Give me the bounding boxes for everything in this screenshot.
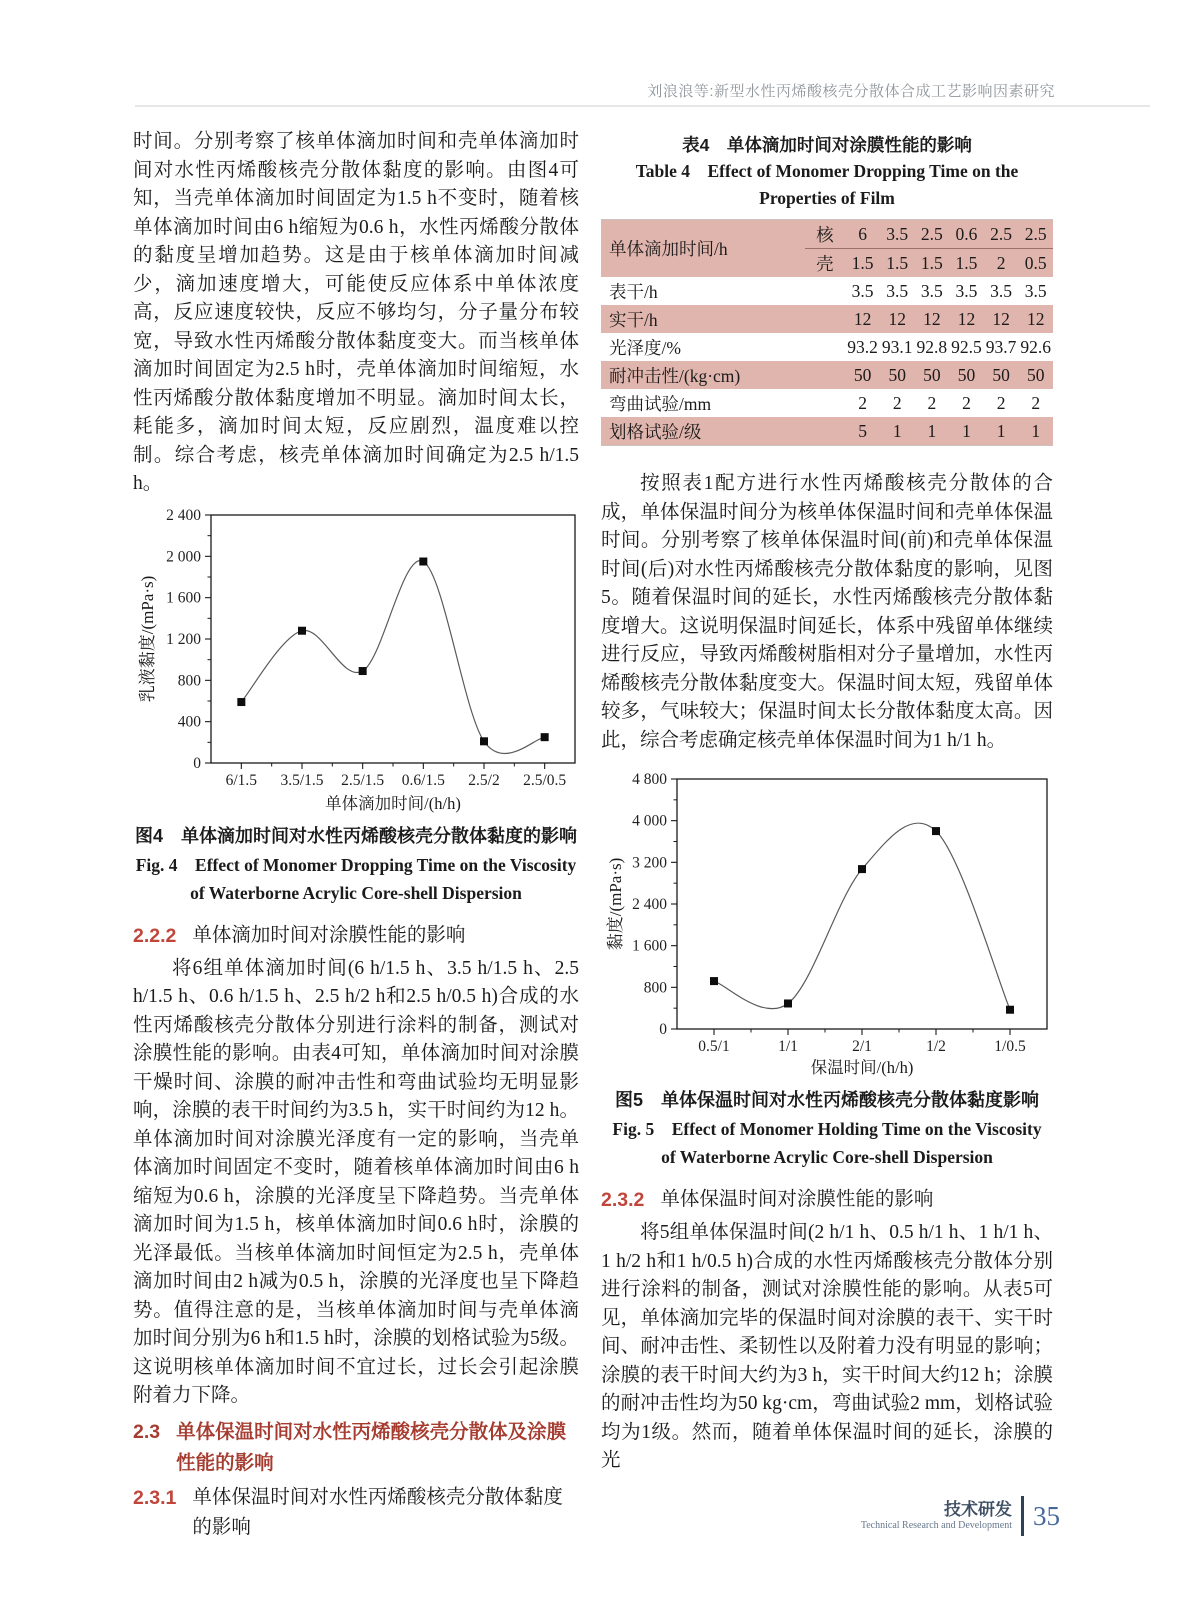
svg-text:乳液黏度/(mPa·s): 乳液黏度/(mPa·s): [138, 575, 157, 702]
page-footer: [861, 1496, 1060, 1536]
svg-text:3 200: 3 200: [632, 854, 667, 872]
header-rule: [135, 105, 1150, 107]
fig5-line-chart: [601, 765, 1053, 1081]
table-cell: 0.5: [1018, 249, 1053, 278]
paragraph: 将5组单体保温时间(2 h/1 h、0.5 h/1 h、1 h/1 h、1 h/2 h和1 h/0.5 h)合成的水性丙烯酸核壳分散体分别进行涂料的制备，测试对涂膜性能的影响。从表5可见，单体滴加完毕的保温时间对涂膜的表干、实干时间、耐冲击性、柔韧性以及附着力没有明显的影响；涂膜的表干时间大约为3 h，实干时间大约12 h；涂膜的耐冲击性均为50 kg·cm，弯曲试验2 mm，划格试验均为1级。然而，随着单体保温时间的延长，涂膜的光: [601, 1222, 1053, 1471]
section-2-3-heading: [133, 1417, 579, 1479]
svg-text:0.5/1: 0.5/1: [698, 1038, 730, 1055]
footer-divider-bar: [1021, 1496, 1024, 1536]
section-number: 2.3.1: [133, 1486, 177, 1509]
table-cell: 5: [845, 417, 880, 446]
table-cell: 0.6: [949, 220, 984, 249]
section-2-3-2-heading: [601, 1185, 1053, 1215]
table-cell: 2: [962, 392, 971, 413]
svg-text:黏度/(mPa·s): 黏度/(mPa·s): [606, 857, 625, 951]
svg-text:6/1.5: 6/1.5: [225, 771, 258, 789]
svg-text:800: 800: [177, 671, 201, 689]
table4: [601, 219, 1053, 446]
svg-text:1 200: 1 200: [166, 630, 201, 648]
svg-text:0: 0: [193, 754, 201, 772]
table-row-label: 耐冲击性/(kg·cm): [601, 361, 845, 389]
svg-text:保温时间/(h/h): 保温时间/(h/h): [810, 1058, 914, 1077]
svg-text:1/0.5: 1/0.5: [994, 1038, 1026, 1055]
table-cell: 12: [880, 305, 915, 333]
table-cell: 92.6: [1020, 336, 1051, 357]
table-cell: 3.5: [990, 280, 1012, 301]
table-row: [601, 333, 1053, 361]
table-cell: 50: [845, 361, 880, 389]
paragraph: 将6组单体滴加时间(6 h/1.5 h、3.5 h/1.5 h、2.5 h/1.5 h、0.6 h/1.5 h、2.5 h/2 h和2.5 h/0.5 h)合成的水性丙烯酸核壳分散体分别进行涂料的制备，测试对涂膜性能的影响。由表4可知，单体滴加时间对涂膜干燥时间、涂膜的耐冲击性和弯曲试验均无明显影响，涂膜的表干时间约为3.5 h，实干时间约为12 h。单体滴加时间对涂膜光泽度有一定的影响，当壳单体滴加时间固定不变时，随着核单体滴加时间由6 h缩短为0.6 h，涂膜的光泽度呈下降趋势。当壳单体滴加时间为1.5 h，核单体滴加时间0.6 h时，涂膜的光泽最低。当核单体滴加时间恒定为2.5 h，壳单体滴加时间由2 h减为0.5 h，涂膜的光泽度也呈下降趋势。值得注意的是，当核单体滴加时间与壳单体滴加时间分别为6 h和1.5 h时，涂膜的划格试验为5级。这说明核单体滴加时间不宜过长，过长会引起涂膜附着力下降。: [133, 957, 579, 1406]
table-cell: 2.5: [915, 220, 950, 249]
table-row-label: 光泽度/%: [609, 337, 681, 358]
chart-svg: [133, 505, 579, 817]
footer-section-zh: 技术研发: [944, 1499, 1012, 1519]
fig4-line-chart: [133, 505, 579, 817]
svg-text:2 400: 2 400: [166, 506, 201, 524]
table-cell: 12: [915, 305, 950, 333]
svg-text:2/1: 2/1: [852, 1038, 872, 1055]
svg-text:2.5/0.5: 2.5/0.5: [523, 771, 567, 789]
table-cell: 2: [984, 249, 1019, 278]
table-cell: 93.1: [881, 336, 913, 357]
table-cell: 2: [996, 392, 1006, 413]
table-cell: 1.5: [949, 249, 984, 278]
section-number: 2.3.2: [601, 1189, 645, 1211]
fig5-caption-en-line2: of Waterborne Acrylic Core-shell Dispersion: [661, 1147, 993, 1167]
table-cell: 50: [1018, 361, 1053, 389]
table-cell: 2: [892, 392, 902, 413]
table-cell: 50: [880, 361, 915, 389]
section-number: 2.3: [133, 1420, 161, 1443]
section-2-3-1-heading: [133, 1483, 579, 1543]
table-cell: 12: [1018, 305, 1053, 333]
section-title: 单体滴加时间对涂膜性能的影响: [192, 924, 466, 946]
table-cell: 1: [915, 417, 950, 446]
table-cell: 50: [984, 361, 1019, 389]
fig4-caption-zh: 图4 单体滴加时间对水性丙烯酸核壳分散体黏度的影响: [134, 825, 577, 846]
left-column: [133, 128, 579, 1543]
svg-text:1 600: 1 600: [632, 937, 667, 955]
table-header-label: 单体滴加时间/h: [601, 220, 805, 278]
svg-text:400: 400: [177, 713, 201, 731]
table-row-label: 表干/h: [609, 281, 658, 302]
svg-text:1 600: 1 600: [166, 589, 201, 607]
page-number: 35: [1033, 1500, 1060, 1531]
table-cell: 3.5: [1024, 280, 1047, 301]
section-title: 单体保温时间对水性丙烯酸核壳分散体黏度的影响: [192, 1486, 563, 1538]
table-subheader: 壳: [805, 249, 846, 278]
footer-section-name: [861, 1500, 1012, 1533]
chart-svg: [601, 765, 1053, 1081]
svg-text:2 000: 2 000: [166, 547, 201, 565]
svg-text:0.6/1.5: 0.6/1.5: [401, 771, 445, 789]
svg-text:1/1: 1/1: [778, 1038, 798, 1055]
table-cell: 2.5: [984, 220, 1019, 249]
svg-text:4 000: 4 000: [632, 812, 667, 830]
table-subheader: 核: [805, 220, 846, 249]
svg-text:单体滴加时间/(h/h): 单体滴加时间/(h/h): [325, 793, 461, 813]
footer-section-en: Technical Research and Development: [860, 1519, 1012, 1531]
svg-text:1/2: 1/2: [926, 1038, 946, 1055]
table-cell: 1.5: [845, 249, 880, 278]
svg-text:4 800: 4 800: [632, 771, 667, 788]
table-cell: 3.5: [851, 280, 874, 301]
table-cell: 2: [927, 392, 937, 413]
table-cell: 2: [1031, 392, 1041, 413]
table-cell: 3.5: [880, 220, 915, 249]
section-title: 单体保温时间对水性丙烯酸核壳分散体及涂膜性能的影响: [176, 1420, 567, 1474]
right-column: [601, 128, 1053, 1476]
section-2-2-2-heading: [133, 921, 579, 951]
table-cell: 12: [949, 305, 984, 333]
table-cell: 3.5: [886, 280, 909, 301]
table-row: [601, 389, 1053, 417]
section-number: 2.2.2: [133, 924, 177, 947]
table-cell: 3.5: [955, 280, 978, 301]
fig5-caption-en-line1: Fig. 5 Effect of Monomer Holding Time on the Viscosity: [612, 1119, 1042, 1139]
table-cell: 92.5: [951, 336, 982, 357]
table-cell: 3.5: [920, 280, 943, 301]
table-cell: 6: [845, 220, 880, 249]
table-cell: 92.8: [916, 336, 948, 357]
table-cell: 50: [915, 361, 950, 389]
svg-text:2.5/1.5: 2.5/1.5: [341, 771, 385, 789]
section-title: 单体保温时间对涂膜性能的影响: [660, 1189, 934, 1210]
table-header-row: [601, 220, 1053, 249]
table-cell: 1: [949, 417, 984, 446]
table-cell: 12: [845, 305, 880, 333]
table-row-label: 实干/h: [601, 305, 845, 333]
table-cell: 12: [984, 305, 1019, 333]
table-cell: 93.2: [847, 336, 878, 357]
fig4-caption-en-line1: Fig. 4 Effect of Monomer Dropping Time on the Viscosity: [135, 854, 577, 875]
table-cell: 1: [880, 417, 915, 446]
running-header: 刘浪浪等:新型水性丙烯酸核壳分散体合成工艺影响因素研究: [647, 83, 1055, 100]
table-row: [601, 361, 1053, 389]
paragraph: 时间。分别考察了核单体滴加时间和壳单体滴加时间对水性丙烯酸核壳分散体黏度的影响。由图4可知，当壳单体滴加时间固定为1.5 h不变时，随着核单体滴加时间由6 h缩短为0.6 h，水性丙烯酸分散体的黏度呈增加趋势。这是由于核单体滴加时间减少，滴加速度增大，可能使反应体系中单体浓度高，反应速度较快，反应不够均匀，分子量分布较宽，导致水性丙烯酸分散体黏度变大。而当核单体滴加时间固定为2.5 h时，壳单体滴加时间缩短，水性丙烯酸分散体黏度增加不明显。滴加时间太长，耗能多，滴加时间太短，反应剧烈，温度难以控制。综合考虑，核壳单体滴加时间确定为2.5 h/1.5 h。: [133, 131, 579, 494]
table-cell: 1: [1018, 417, 1053, 446]
table-cell: 1: [984, 417, 1019, 446]
fig4-caption-en-line2: of Waterborne Acrylic Core-shell Dispersion: [190, 882, 522, 903]
table-cell: 1.5: [880, 249, 915, 278]
table-row-label: 弯曲试验/mm: [609, 393, 712, 414]
fig5-caption-zh: 图5 单体保温时间对水性丙烯酸核壳分散体黏度影响: [614, 1090, 1039, 1110]
table4-title-en-line1: Table 4 Effect of Monomer Dropping Time on the: [635, 161, 1019, 181]
table-cell: 93.7: [985, 336, 1017, 357]
svg-text:2 400: 2 400: [632, 896, 667, 913]
table-row: [601, 417, 1053, 446]
table4-title-zh: 表4 单体滴加时间对涂膜性能的影响: [682, 135, 972, 155]
table-cell: 2.5: [1018, 220, 1053, 249]
svg-text:800: 800: [643, 979, 667, 997]
table-cell: 50: [949, 361, 984, 389]
table-row: [601, 305, 1053, 333]
table-cell: 1.5: [915, 249, 950, 278]
table-cell: 2: [858, 392, 867, 413]
svg-text:2.5/2: 2.5/2: [468, 771, 500, 789]
table-row-label: 划格试验/级: [601, 417, 845, 446]
svg-text:0: 0: [659, 1021, 667, 1038]
svg-text:3.5/1.5: 3.5/1.5: [280, 771, 324, 789]
paragraph: 按照表1配方进行水性丙烯酸核壳分散体的合成，单体保温时间分为核单体保温时间和壳单体保温时间。分别考察了核单体保温时间(前)和壳单体保温时间(后)对水性丙烯酸核壳分散体黏度的影响，见图5。随着保温时间的延长，水性丙烯酸核壳分散体黏度增大。这说明保温时间延长，体系中残留单体继续进行反应，导致丙烯酸树脂相对分子量增加，水性丙烯酸核壳分散体黏度变大。保温时间太短，残留单体较多，气味较大；保温时间太长分散体黏度太高。因此，综合考虑确定核壳单体保温时间为1 h/1 h。: [601, 473, 1053, 751]
table4-title-en-line2: Properties of Film: [759, 188, 895, 208]
table-row: [601, 277, 1053, 305]
